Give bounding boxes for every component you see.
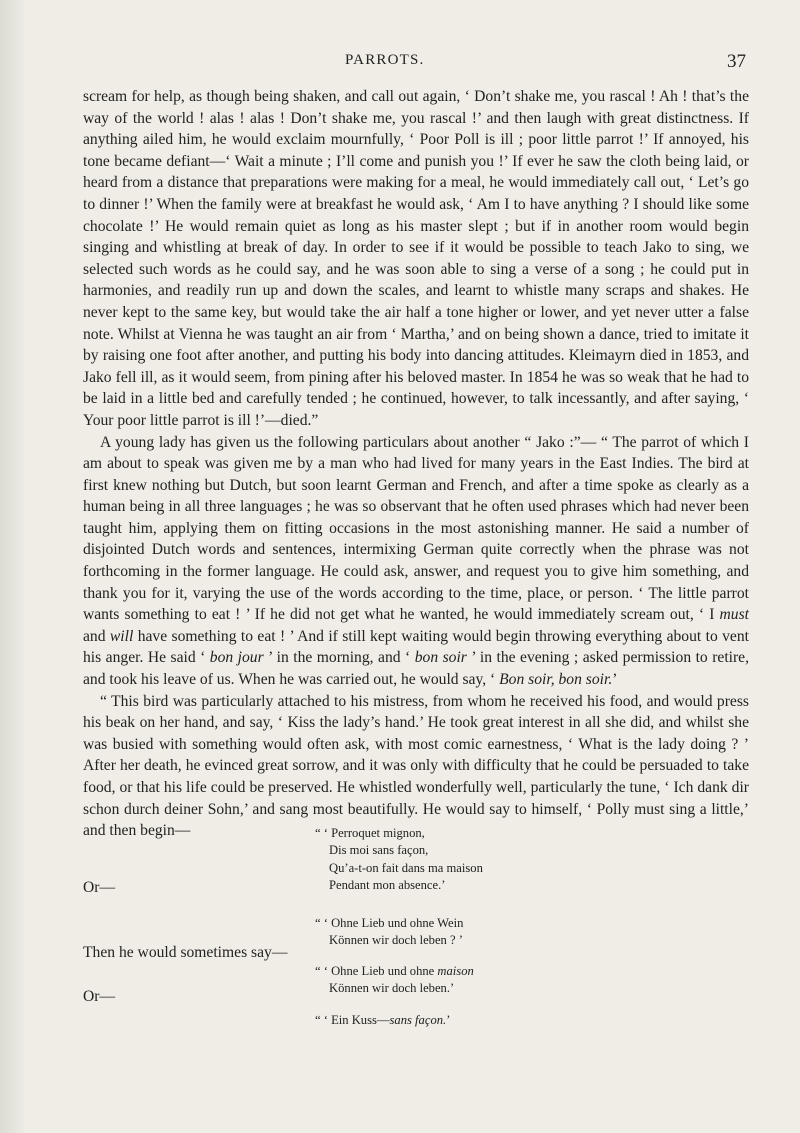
page-number: 37 xyxy=(727,51,746,72)
text-run: ’ in the morning, and ‘ xyxy=(263,649,415,667)
italic-run: bon soir xyxy=(414,649,467,667)
text-run: have something to eat ! ’ And if still kept waiting would begin throwing everything about to vent his anger. He said ‘ xyxy=(83,627,749,667)
running-title: PARROTS. xyxy=(345,52,425,68)
italic-run: maison xyxy=(437,964,474,978)
paragraph-mistress xyxy=(83,691,749,842)
text-run: ’ in the evening ; asked permission to retire, and took his leave of us. When he was carried out, he would say, ‘ xyxy=(83,649,750,689)
verse-ohne-wein xyxy=(315,915,463,950)
verse-line: Können wir doch leben ? ’ xyxy=(329,933,463,948)
verse-line: Pendant mon absence.’ xyxy=(329,878,446,893)
connector-then: Then he would sometimes say— xyxy=(83,944,288,961)
verse-line: Dis moi sans façon, xyxy=(329,843,429,858)
italic-run: Bon soir, bon soir. xyxy=(499,671,613,689)
text-run: ’ xyxy=(446,1013,451,1027)
body-text xyxy=(83,86,749,842)
verse-line xyxy=(315,1012,450,1029)
running-head xyxy=(0,52,800,74)
italic-run: bon jour xyxy=(209,649,264,667)
verse-ohne-maison xyxy=(315,963,474,998)
verse-line: Können wir doch leben.’ xyxy=(329,981,455,996)
verse-perroquet xyxy=(315,825,483,895)
paragraph-young-lady xyxy=(83,432,749,691)
verse-line: Qu’a-t-on fait dans ma maison xyxy=(329,860,483,875)
italic-run: sans façon. xyxy=(389,1013,447,1027)
verse-area xyxy=(83,825,763,1035)
verse-line: “ ‘ Perroquet mignon, xyxy=(315,826,425,840)
text-run: “ ‘ Ein Kuss— xyxy=(315,1013,390,1027)
page-edge-shadow xyxy=(0,0,26,1133)
text-run: “ This bird was particularly attached to his mistress, from whom he received his food, and would press his beak on her hand, and say, ‘ Kiss the lady’s hand.’ He took great interest in all she did, and whilst she was busied with something would often ask, with most comic earnestness, ‘ What is the lady doing ? ’ After her death, he evinced great sorrow, and it was only with difficulty that he could be persuaded to take food, or that his life could be preserved. He whistled wonderfully well, particularly the tune, ‘ Ich dank dir schon durch deiner Sohn,’ and sang most beautifully. He would say to himself, ‘ Polly must sing a little,’ and then begin— xyxy=(83,692,749,840)
text-run: A young lady has given us the following particulars about another “ Jako :”— “ The parrot of which I am about to speak was given me by a man who had lived for many years in the East Indies. The bird at first knew nothing but Dutch, but soon learnt German and French, and after a time spoke as clearly as a human being in all three languages ; he was so observant that he often used phrases which had never been taught him, applying them on fitting occasions in the most astonishing manner. He said a number of disjointed Dutch words and sentences, intermixing German quite correctly when the phrase was not forthcoming in the former language. He could ask, answer, and request you to give him something, and thank you for it, varying the use of the words according to the time, place, or person. ‘ The little parrot wants something to eat ! ’ If he did not get what he wanted, he would immediately scream out, ‘ I xyxy=(83,433,749,624)
verse-line: “ ‘ Ohne Lieb und ohne Wein xyxy=(315,916,464,930)
text-run: ’ xyxy=(612,671,618,689)
verse-ein-kuss xyxy=(315,1012,450,1029)
italic-run: must xyxy=(719,606,749,624)
connector-or: Or— xyxy=(83,879,116,896)
text-run: and xyxy=(83,627,110,645)
verse-line xyxy=(315,963,474,980)
italic-run: will xyxy=(109,627,134,645)
text-run: scream for help, as though being shaken, and call out again, ‘ Don’t shake me, you rascal ! Ah ! that’s the way of the world ! alas ! alas ! Don’t shake me, you rascal !’ and then laugh with great distinctness. If anything ailed him, he would exclaim mournfully, ‘ Poor Poll is ill ; poor little parrot !’ If annoyed, his tone became defiant—‘ Wait a minute ; I’ll come and punish you !’ If ever he saw the cloth being laid, or heard from a distance that preparations were making for a meal, he would immediately call out, ‘ Let’s go to dinner !’ When the family were at breakfast he would ask, ‘ Am I to have anything ? I should like some chocolate !’ He would remain quiet as long as his master slept ; but if in another room would begin singing and whistling at break of day. In order to see if it would be possible to teach Jako to sing, we selected such words as he could say, and he was soon able to sing a verse of a song ; he could put in harmonies, and readily run up and down the scales, and learnt to whistle many scraps and shakes. He never kept to the same key, but would take the air half a tone higher or lower, and yet never utter a false note. Whilst at Vienna he was taught an air from ‘ Martha,’ and on being shown a dance, tried to imitate it by raising one foot after another, and putting his body into dancing attitudes. Kleimayrn died in 1853, and Jako fell ill, as it would seem, from pining after his beloved master. In 1854 he was so weak that he had to be laid in a little bed and carefully tended ; he continued, however, to talk incessantly, and after saying, ‘ Your poor little parrot is ill !’—died.” xyxy=(83,88,749,429)
connector-or-2: Or— xyxy=(83,988,116,1005)
paragraph-continued xyxy=(83,86,749,432)
text-run: “ ‘ Ohne Lieb und ohne xyxy=(315,964,438,978)
